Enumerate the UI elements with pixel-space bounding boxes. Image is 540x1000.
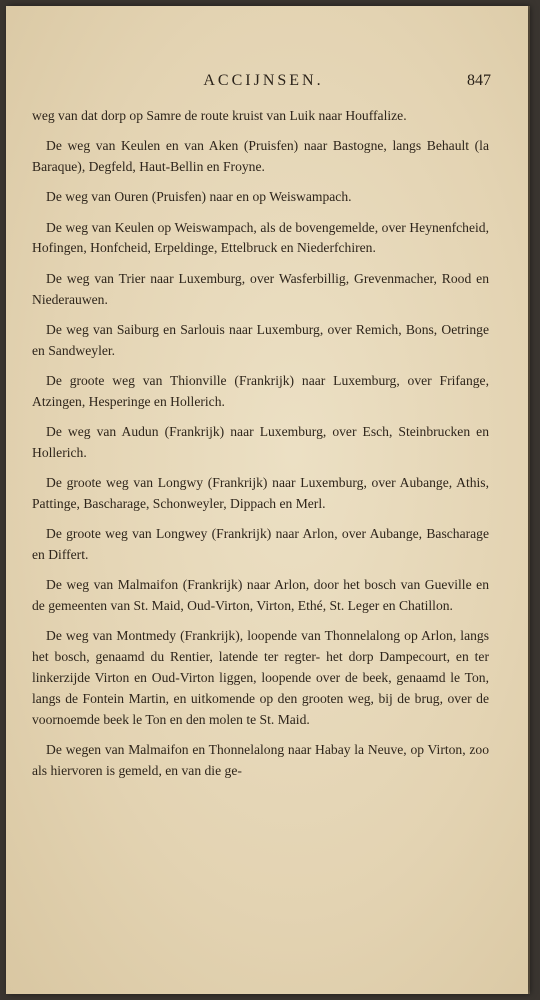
paragraph: De weg van Trier naar Luxemburg, over Wasferbillig, Grevenmacher, Rood en Niederauwen. <box>32 270 489 307</box>
paragraph: De weg van Keulen op Weiswampach, als de bovengemelde, over Heynenfcheid, Hofingen, Honfcheid, Erpeldinge, Ettelbruck en Niederfchiren. <box>32 219 489 256</box>
paragraph: De groote weg van Longwey (Frankrijk) naar Arlon, over Aubange, Bascharage en Differt. <box>32 526 489 563</box>
paragraph: De weg van Ouren (Pruisfen) naar en op Weiswampach. <box>46 189 352 205</box>
paragraph: De weg van Keulen en van Aken (Pruisfen) naar Bastogne, langs Behault (la Baraque), Degfeld, Haut-Bellin en Froyne. <box>32 138 489 175</box>
paragraph: De weg van Malmaifon (Frankrijk) naar Arlon, door het bosch van Gueville en de gemeenten van St. Maid, Oud-Virton, Virton, Ethé, St. Leger en Chatillon. <box>32 577 489 614</box>
paragraph: De weg van Saiburg en Sarlouis naar Luxemburg, over Remich, Bons, Oetringe en Sandweyler. <box>32 321 489 358</box>
paragraph: De groote weg van Longwy (Frankrijk) naar Luxemburg, over Aubange, Athis, Pattinge, Bascharage, Schonweyler, Dippach en Merl. <box>32 475 489 511</box>
body-text <box>32 106 489 791</box>
paragraph: De wegen van Malmaifon en Thonnelalong naar Habay la Neuve, op Virton, zoo als hiervoren is gemeld, en van die ge- <box>32 741 489 778</box>
paragraph: De weg van Audun (Frankrijk) naar Luxemburg, over Esch, Steinbrucken en Hollerich. <box>32 424 489 460</box>
page-number: 847 <box>467 72 491 89</box>
paragraph: De groote weg van Thionville (Frankrijk) naar Luxemburg, over Frifange, Atzingen, Hesperinge en Hollerich. <box>32 372 489 409</box>
running-header <box>36 72 491 96</box>
paragraph: weg van dat dorp op Samre de route kruist van Luik naar Houffalize. <box>32 108 407 123</box>
paragraph: De weg van Montmedy (Frankrijk), loopende van Thonnelalong op Arlon, langs het bosch, genaamd du Rentier, latende ter regter- het dorp Dampecourt, en ter linkerzijde Virton en Oud-Virton liggen, loopende over de beek, genaamd le Ton, langs de Fontein Martin, en uitkomende op den grooten weg, bij de brug, over de voornoemde beek le Ton en den molen te St. Maid. <box>32 628 489 727</box>
running-title: ACCIJNSEN. <box>203 72 324 89</box>
